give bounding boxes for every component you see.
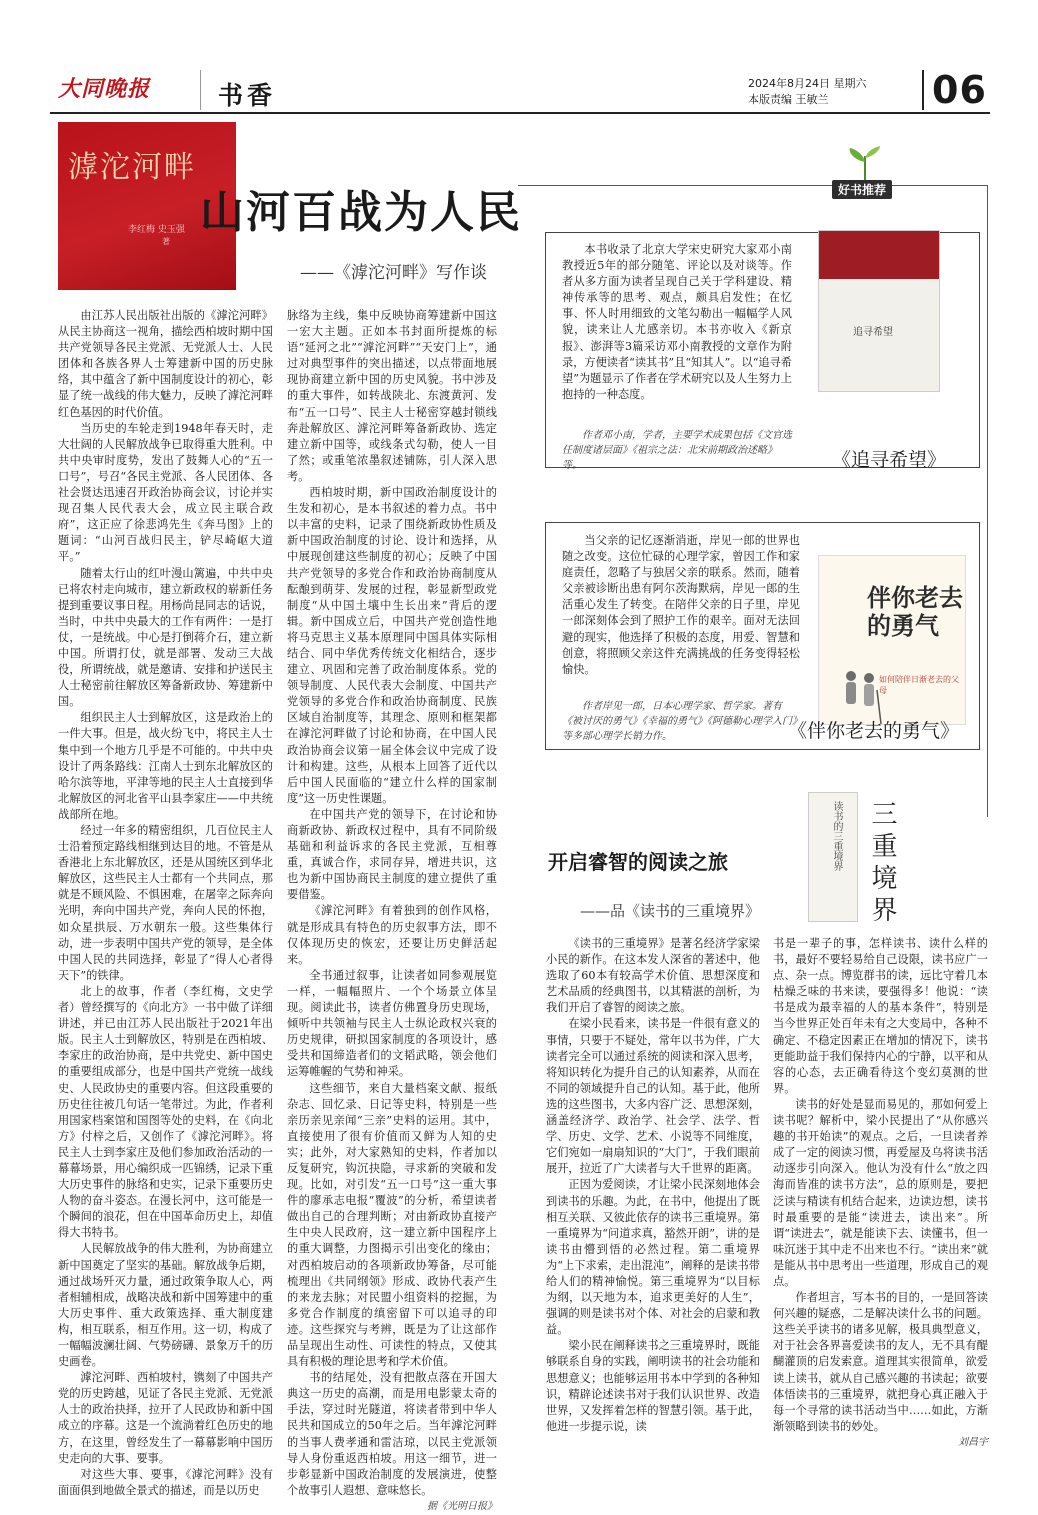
paragraph: 《读书的三重境界》是著名经济学家梁小民的新作。在这本发人深省的著述中，他选取了60本有较高学术价值、思想深度和艺术品质的经典图书，以其精湛的剖析，为我们开启了睿智的阅读之旅。: [546, 937, 760, 1015]
paragraph: 人民解放战争的伟大胜利，为协商建立新中国奠定了坚实的基础。解放战争后期，通过战场歼灭力量，通过政策争取人心，两者相辅相成，战略决战和新中国筹建中的重大历史事件、重大政策选择、重大制度建构，相互联系，相互作用。这一切，构成了一幅幅波澜壮阔、气势磅礴、景象万千的历史画卷。: [58, 1242, 273, 1369]
paragraph: 在梁小民看来，读书是一件很有意义的事情，只要于不疑处，常年以书为伴，广大读者完全可以通过系统的阅读和深入思考，将知识转化为提升自己的认知素养，从而在不同的领域提升自己的认知。基于此，他所选的这些图书，大多内容广泛、思想深刻，涵盖经济学、政治学、社会学、法学、哲学、历史、文学、艺术、小说等不同维度，它们宛如一扇扇知识的“大门”，于我们眼前展开，拉近了广大读者与大千世界的距离。: [546, 1017, 760, 1176]
paragraph: 全书通过叙事，让读者如同参观展览一样，一幅幅照片、一个个场景立体呈现。阅读此书，读者仿佛置身历史现场，倾听中共领袖与民主人士纵论政权兴衰的历史规律，研拟国家制度的各项设计，感受共和国缔造者们的文韬武略，领会他们运筹帷幄的气势和神采。: [287, 968, 497, 1079]
article-column-2: [287, 308, 497, 1515]
paragraph: 本书收录了北京大学宋史研究大家邓小南教授近5年的部分随笔、评论以及对谈等。作者从多方面为读者呈现自己关于学科建设、精神传承等的思考、观点，颇具启发性；在忆事、怀人时用细致的文笔勾勒出一幅幅学人风貌，读来让人尤感亲切。本书亦收入《新京报》、澎湃等3篇采访邓小南教授的文章作为附录，方便读者“读其书”且“知其人”。以“追寻希望”为题显示了作者在学术研究以及人生努力上抱持的一种态度。: [562, 243, 792, 401]
book-cover-banni: [818, 555, 966, 725]
author-signature: 刘昌宇: [958, 1436, 988, 1448]
paragraph: 西柏坡时期，新中国政治制度设计的生发和初心，是本书叙述的着力点。书中以丰富的史料，记录了围绕新政协性质及新中国政治制度的讨论、设计和选择，从中展现创建这些制度的初心；反映了中国共产党领导的多党合作和政治协商制度从酝酿到萌芽、发展的过程，彰显新型政党制度“从中国土壤中生长出来”背后的逻辑。新中国成立后，中国共产党创造性地将马克思主义基本原理同中国具体实际相结合、同中华优秀传统文化相结合，逐步建立、巩固和完善了政治制度体系。党的领导制度、人民代表大会制度、中国共产党领导的多党合作和政治协商制度、民族区域自治制度等，其理念、原则和框架都在滹沱河畔做了讨论和协商，在中国人民政治协商会议第一届全体会议中完成了设计和构建。这些，从根本上回答了近代以后中国人民面临的“建立什么样的国家制度”这一历史性课题。: [287, 486, 497, 805]
author-note: 作者邓小南，学者，主要学术成果包括《文官选任制度诸层面》《祖宗之法：北宋前期政治述略》等。: [562, 430, 792, 471]
paragraph: 正因为爱阅读，才让梁小民深刻地体会到读书的乐趣。为此，在书中，他提出了既相互关联、又彼此依存的读书三重境界。第一重境界为“问道求真，豁然开朗”，讲的是读书由懵到悟的必然过程。第二重境界为“上下求索，走出混沌”，阐释的是读书带给人们的精神愉悦。第三重境界为“以目标为纲，以天地为本，追求更美好的人生”，强调的则是读书对个体、对社会的启蒙和教益。: [546, 1178, 760, 1337]
article-headline: 开启睿智的阅读之旅: [548, 850, 728, 874]
page-number: 06: [932, 68, 987, 112]
book-cover-vertical-title: 读书的三重境界: [831, 801, 842, 871]
paragraph: 当父亲的记忆逐渐消逝，岸见一郎的世界也随之改变。这位忙碌的心理学家，曾因工作和家庭责任，忽略了与独居父亲的联系。然而，随着父亲被诊断出患有阿尔茨海默病，岸见一郎的生活重心发生了转变。在陪伴父亲的日子里，岸见一郎深刻体会到了照护工作的艰辛。面对无法回避的现实，他选择了积极的态度，用爱、智慧和创意，将照顾父亲这件充满挑战的任务变得轻松愉快。: [562, 534, 800, 676]
book-caption: 《伴你老去的勇气》: [788, 720, 960, 742]
paragraph: 作者坦言，写本书的目的，一是回答读何兴趣的疑惑，二是解决读什么书的问题。这些关乎读书的诸多见解，极具典型意义，对于社会各界喜爱读书的友人，无不具有醍醐灌顶的启发索意。道理其实很简单，欲爱读上读书，就从自己感兴趣的书读起；欲要体悟读书的三重境界，就把身心真正融入于每一个寻常的读书活动当中……如此，方渐渐领略到读书的妙处。: [773, 1291, 988, 1433]
article-column-4: [773, 936, 988, 1451]
article-subtitle: ——品《读书的三重境界》: [580, 902, 761, 920]
paragraph: 书是一辈子的事，怎样读书、读什么样的书，最好不要轻易给自己设限，读书应广一点、杂一点。博览群书的读，远比守着几本枯燥乏味的书来读，要强得多！他说：“读书是成为最幸福的人的基本条件”，特别是当今世界正处百年未有之大变局中，各种不确定、不稳定因素正在增加的情况下，读书更能助益于我们保持内心的宁静，以平和从容的心态，去正确看待这个变幻莫测的世界。: [773, 937, 988, 1095]
recommend-tag: [814, 176, 918, 198]
book-cover-title: 滹沱河畔: [68, 150, 196, 185]
paragraph: 由江苏人民出版社出版的《滹沱河畔》从民主协商这一视角，描绘西柏坡时期中国共产党领导各民主党派、无党派人士、人民团体和各族各界人士筹建新中国的历史脉络，其中蕴含了新中国制度设计的初心，彰显了统一战线的伟大魅力，反映了滹沱河畔红色基因的时代价值。: [58, 309, 273, 419]
book-cover-title: 伴你老去的勇气: [867, 583, 963, 640]
article-subtitle: ——《滹沱河畔》写作谈: [300, 263, 487, 283]
article-column-3: [546, 936, 760, 1435]
book-cover-title: 追寻希望: [853, 327, 893, 338]
paragraph: 对这些大事、要事，《滹沱河畔》没有面面俱到地做全景式的描述，而是以历史: [58, 1467, 273, 1497]
issue-date: 2024年8月24日 星期六: [748, 77, 867, 90]
author-note: 作者岸见一郎，日本心理学家、哲学家。著有《被讨厌的勇气》《幸福的勇气》《阿德勒心理学入门》等多部心理学长销力作。: [562, 701, 797, 742]
book-cover-band: [819, 231, 939, 279]
paragraph: 梁小民在阐释读书之三重境界时，既能够联系自身的实践，阐明读书的社会功能和思想意义；也能够运用书本中学到的各种知识，精辟论述读书对于我们认识世界、改造世界，又发挥着怎样的智慧引领。基于此，他进一步提示说，读: [546, 1339, 760, 1433]
paragraph: 北上的故事，作者（李红梅，文史学者）曾经撰写的《向北方》一书中做了详细讲述，并已由江苏人民出版社于2021年出版。民主人士到解放区，特别是在西柏坡、李家庄的政治协商，是中共党史、新中国史的重要组成部分，也是中国共产党统一战线史、人民政协史的重要内容。但这段重要的历史往往被几句话一笔带过。为此，作者利用国家档案馆和国图等处的史料，在《向北方》付梓之后，又创作了《滹沱河畔》。将民主人士到李家庄及他们参加政治活动的一幕幕场景，用心编织成一匹锦绣，记录下重大历史事件的脉络和史实，记录下重要历史人物的奋斗姿态。在漫长河中，这可能是一个瞬间的浪花，但在中国革命历史上，却值得大书特书。: [58, 984, 273, 1240]
book-cover-sanchong: [808, 792, 858, 922]
source-credit: 据《光明日报》: [427, 1500, 497, 1512]
dateline: [748, 76, 867, 108]
paragraph: 《滹沱河畔》有着独到的创作风格，就是形成具有特色的历史叙事方法，即不仅体现历史的恢宏，还要让历史鲜活起来。: [287, 904, 497, 966]
paragraph: 在中国共产党的领导下，在讨论和协商新政协、新政权过程中，具有不同阶级基础和利益诉求的各民主党派，互相尊重，真诚合作，求同存异，增进共识，这也为新中国协商民主制度的建立提供了重要借鉴。: [287, 807, 497, 902]
book-caption: 《追寻希望》: [832, 449, 947, 471]
book-cover-publisher: 著: [162, 237, 170, 246]
paragraph: 滹沱河畔、西柏坡村，镌刻了中国共产党的历史跨越，见证了各民主党派、无党派人士的政治抉择，拉开了人民政协和新中国成立的序幕。这是一个流淌着红色历史的地方，在这里，曾经发生了一幕幕影响中国历史走向的大事、要事。: [58, 1371, 273, 1465]
paragraph: 随着太行山的红叶漫山篱遍，中共中央已将农村走向城市，建立新政权的崭新任务提到重要议事日程。用杨尚昆同志的话说，当时，中共中央最大的工作有两件：一是打仗，一是统战。中心是打倒蒋介石，建立新中国。所谓打仗，就是部署、发动三大战役，所谓统战，就是邀请、安排和护送民主人士秘密前往解放区筹备新政协、筹建新中国。: [58, 566, 273, 709]
paragraph: 脉络为主线，集中反映协商筹建新中国这一宏大主题。正如本书封面所提炼的标语“延河之北”“滹沱河畔”“天安门上”，通过对典型事件的突出描述，以点带面地展现协商建立新中国的历史风貌。书中涉及的重大事件，如转战陕北、东渡黄河、发布“五一口号”、民主人士秘密穿越封锁线奔赴解放区、滹沱河畔筹备新政协、选定建立新中国等，或线条式勾勒，使人一目了然；或重笔浓墨叙述铺陈，引人深入思考。: [287, 309, 497, 483]
section-name: 书香: [218, 81, 277, 110]
paragraph: 书的结尾处，没有把散点落在开国大典这一历史的高潮，而是用电影蒙太奇的手法，穿过时光隧道，将读者带到中华人民共和国成立的50年之后。当年滹沱河畔的当事人费孝通和雷洁琼，以民主党派领导人身份重返西柏坡。用这一细节，进一步彰显新中国政治制度的发展演进，使整个故事引人遐想、意味悠长。: [287, 1371, 497, 1497]
page-number-divider: [922, 70, 924, 110]
article-headline: 山河百战为人民: [200, 187, 522, 238]
paragraph: 经过一年多的精密组织，几百位民主人士沿着预定路线相继到达目的地。不管是从香港北上东北解放区，还是从国统区到华北解放区，这些民主人士都有一个共同点，那就是不顾风险、不惧困难，在屠宰之际奔向光明，奔向中国共产党，奔向人民的怀抱，如众星拱辰、万水朝东一般。这些集体行动，进一步表明中国共产党的领导，是全体中国人民的共同选择，彰显了“得人心者得天下”的铁律。: [58, 824, 273, 982]
book-cover-big-title: 三重境界: [867, 800, 897, 928]
recommend-tag-label: 好书推荐: [832, 180, 892, 199]
book-cover-zhuixun: [818, 230, 940, 392]
paragraph: 读书的好处是显而易见的，那如何爱上读书呢？解析中，梁小民提出了“从你感兴趣的书开始读”的观点。之后，一旦读者养成了一定的阅读习惯，再爱屋及乌将读书活动逐步引向深入。他认为没有什么“放之四海而皆准的读书方法”，总的原则是，要把泛读与精读有机结合起来，边读边想，读书时最重要的是能“读进去，读出来”。所谓“读进去”，就是能读下去、读懂书，但一味沉迷于其中走不出来也不行。“读出来”就是能从书中思考出一些道理，形成自己的观点。: [773, 1097, 988, 1288]
book-review-text: [562, 242, 792, 403]
book-review-text: [562, 533, 800, 678]
paragraph: 当历史的车轮走到1948年春天时，走大壮阔的人民解放战争已取得重大胜利。中共中央审时度势，发出了鼓舞人心的“五一口号”，号召“各民主党派、各人民团体、各社会贤达迅速召开政治协商会议，讨论并实现召集人民代表大会，成立民主联合政府”，这正应了徐悲鸿先生《奔马图》上的题词：“山河百战归民主，铲尽崎岖大道平。”: [58, 421, 273, 564]
logo-text: 大同晚报: [58, 77, 151, 102]
header-divider: [200, 70, 201, 110]
article-column-1: [58, 308, 273, 1499]
paragraph: 这些细节，来自大量档案文献、报纸杂志、回忆录、日记等史料，特别是一些亲历亲见亲闻“三亲”史料的运用。其中，直接使用了很有价值而又鲜为人知的史实；此外，对大家熟知的史料，作者加以反复研究，钩沉抉隐，寻求新的突破和发现。比如，对引发“五一口号”这一重大事件的廖承志电报“覆波”的分析，希望读者做出自己的合理判断；对由新政协直接产生中央人民政府，这一建立新中国程序上的重大调整，力图揭示引出变化的缘由；对西柏坡启动的各项新政协筹备，尽可能梳理出《共同纲领》形成、政协代表产生的来龙去脉；对民盟小组资料的挖掘，为多党合作制度的缜密留下可以追寻的印迹。这些探究与考辨，既是为了让这部作品呈现出生动性、可读性的特点，又使其具有积极的理论思考和学术价值。: [287, 1081, 497, 1369]
book-cover-subtitle: 如何陪伴日渐老去的父母: [879, 675, 959, 695]
page-editor: 本版责编 王敏兰: [748, 93, 829, 106]
book-cover-author: 李红梅 史玉强: [128, 225, 185, 235]
header-rule: [50, 112, 990, 114]
paragraph: 组织民主人士到解放区，这是政治上的一件大事。但是，战火纷飞中，将民主人士集中到一个地方几乎是不可能的。中共中央设计了两条路线：江南人士到东北解放区的哈尔滨等地，平津等地的民主人士直接到华北解放区的河北省平山县李家庄——中共统战部所在地。: [58, 711, 273, 821]
masthead-logo: [58, 72, 186, 112]
